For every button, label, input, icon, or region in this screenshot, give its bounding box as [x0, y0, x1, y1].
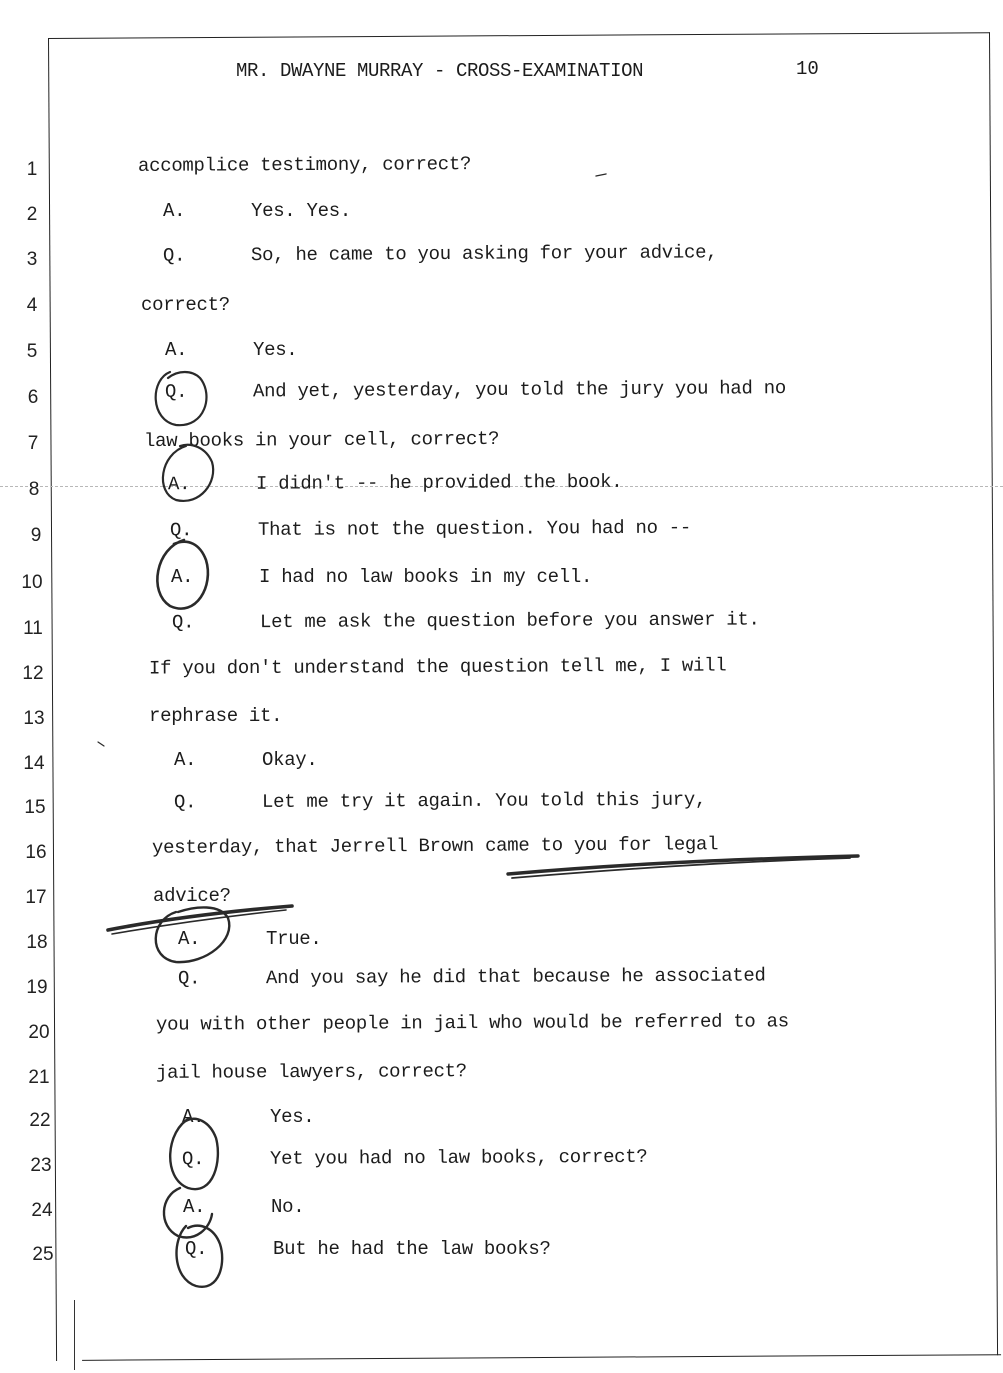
transcript-line	[138, 153, 471, 177]
transcript-line	[165, 377, 786, 403]
transcript-line	[183, 1196, 304, 1218]
page-number: 10	[796, 58, 819, 80]
line-text: Yes. Yes.	[251, 200, 351, 222]
line-text: Okay.	[262, 749, 318, 771]
speaker-label: Q.	[164, 380, 188, 403]
line-number: 20	[28, 1022, 50, 1043]
transcript-line	[182, 1146, 648, 1170]
line-number: 22	[29, 1110, 51, 1131]
line-number: 24	[31, 1200, 53, 1221]
line-text: Let me try it again. You told this jury,	[261, 788, 707, 813]
line-text: rephrase it.	[149, 705, 283, 727]
transcript-line	[170, 517, 691, 542]
line-number: 21	[28, 1067, 50, 1088]
speaker-label: Q.	[181, 1148, 205, 1171]
transcript-line	[172, 608, 760, 633]
transcript-line	[165, 339, 297, 361]
speaker-label: A.	[174, 749, 197, 771]
speaker-label: A.	[182, 1106, 205, 1128]
line-text: True.	[266, 928, 322, 950]
line-text: Yes.	[270, 1106, 315, 1128]
line-number: 16	[25, 842, 47, 863]
transcript-line	[174, 789, 706, 814]
transcript-line	[141, 294, 230, 316]
transcript-line	[149, 705, 282, 727]
line-text: No.	[271, 1196, 305, 1218]
line-number: 2	[26, 204, 38, 225]
line-number: 5	[26, 341, 38, 362]
line-text: So, he came to you asking for your advice,	[250, 241, 718, 267]
line-number: 13	[23, 708, 45, 729]
line-text: That is not the question. You had no --	[257, 516, 692, 541]
transcript-line	[168, 471, 622, 495]
line-number: 3	[26, 249, 38, 270]
transcript-line	[178, 928, 322, 950]
line-text: Let me ask the question before you answer it.	[259, 608, 760, 634]
line-number: 19	[26, 977, 48, 998]
line-number: 14	[23, 753, 45, 774]
line-text: correct?	[141, 294, 230, 316]
line-text: But he had the law books?	[273, 1238, 551, 1260]
transcript-line	[174, 749, 318, 771]
speaker-label: Q.	[185, 1238, 208, 1260]
line-number: 6	[27, 387, 39, 408]
speaker-label: Q.	[171, 611, 195, 634]
line-text: If you don't understand the question tell me, I will	[148, 654, 727, 680]
line-number: 25	[32, 1244, 54, 1265]
line-text: jail house lawyers, correct?	[155, 1060, 467, 1084]
transcript-line	[152, 833, 718, 858]
transcript-line	[182, 1106, 314, 1128]
line-text: And yet, yesterday, you told the jury you had no	[252, 377, 786, 403]
line-text: advice?	[153, 885, 231, 907]
line-text: I had no law books in my cell.	[259, 566, 593, 588]
line-number: 10	[21, 572, 43, 593]
line-number: 11	[23, 618, 43, 639]
speaker-label: A.	[163, 200, 186, 222]
line-number: 4	[26, 295, 38, 316]
speaker-label: A.	[165, 339, 188, 361]
line-number: 17	[25, 887, 47, 908]
line-text: Yet you had no law books, correct?	[269, 1145, 648, 1170]
line-number: 7	[27, 433, 39, 454]
transcript-line	[153, 885, 231, 907]
transcript-line	[163, 200, 351, 222]
line-text: law books in your cell, correct?	[143, 427, 500, 453]
speaker-label: Q.	[162, 244, 186, 267]
transcript-line	[178, 964, 766, 989]
line-text: you with other people in jail who would be referred to as	[155, 1010, 789, 1036]
speaker-label: A.	[178, 928, 201, 950]
line-text: Yes.	[253, 339, 298, 361]
transcript-line	[156, 1060, 467, 1084]
speaker-label: A.	[167, 473, 191, 496]
line-text: accomplice testimony, correct?	[137, 153, 472, 177]
transcript-line	[163, 241, 717, 266]
line-number: 23	[30, 1155, 52, 1176]
transcript-line	[149, 654, 726, 679]
speaker-label: Q.	[173, 791, 197, 814]
line-number: 8	[28, 479, 40, 500]
line-number: 1	[26, 159, 38, 180]
transcript-line	[144, 428, 499, 452]
line-text: I didn't -- he provided the book.	[255, 470, 623, 495]
transcript-line	[185, 1238, 551, 1260]
line-number: 18	[26, 932, 48, 953]
speaker-label: Q.	[169, 519, 193, 542]
speaker-label: A.	[183, 1196, 206, 1218]
transcript-line	[171, 566, 592, 588]
transcript-line	[156, 1010, 789, 1035]
line-text: And you say he did that because he associated	[265, 964, 766, 990]
left-margin-rule	[74, 1300, 75, 1370]
page-title: MR. DWAYNE MURRAY - CROSS-EXAMINATION	[236, 60, 644, 82]
line-number: 12	[22, 663, 44, 684]
line-number: 9	[30, 525, 42, 546]
speaker-label: Q.	[177, 967, 201, 990]
speaker-label: A.	[171, 566, 194, 588]
line-number: 15	[24, 797, 46, 818]
line-text: yesterday, that Jerrell Brown came to you for legal	[151, 833, 719, 859]
